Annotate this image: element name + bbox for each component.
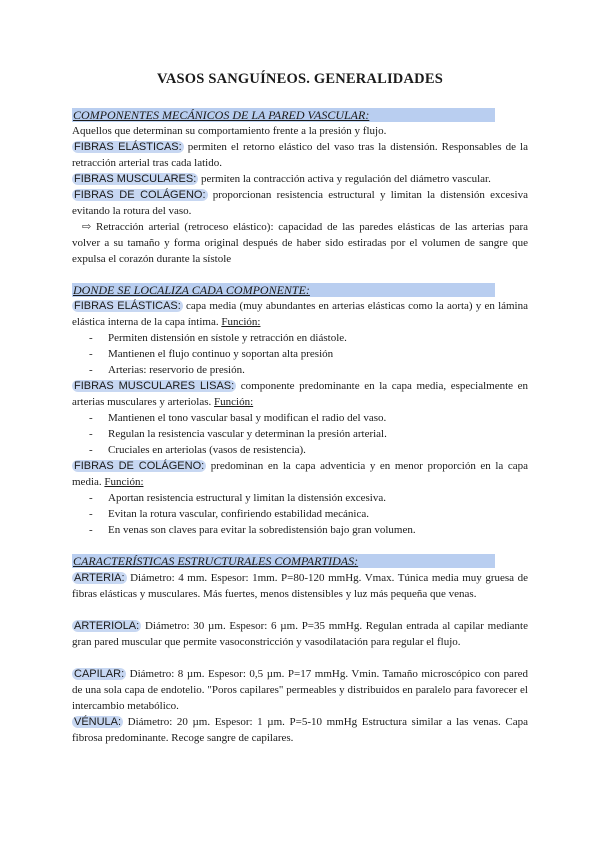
section-heading-localizacion: DONDE SE LOCALIZA CADA COMPONENTE: [72, 283, 495, 297]
vessel-arteriola [72, 618, 528, 650]
list-item: - Aportan resistencia estructural y limitan la distensión excesiva. [72, 490, 528, 506]
term-text: permiten el retorno elástico del vaso tras la distensión. Responsables de la retracción arterial tras cada latido. [72, 141, 528, 169]
term-fibras-colageno: FIBRAS DE COLÁGENO: [74, 189, 206, 201]
term-text: componente predominante en la capa media, especialmente en arterias musculares y arteriolas. [72, 380, 528, 408]
function-label: Función: [221, 316, 261, 328]
vessel-capilar [72, 666, 528, 714]
term-text: Diámetro: 30 µm. Espesor: 6 µm. P=35 mmHg. Regulan entrada al capilar mediante gran pared muscular que permite vasoconstricción y vasodilatación para regular el flujo. [72, 620, 528, 648]
term-text: permiten la contracción activa y regulación del diámetro vascular. [198, 173, 491, 185]
section2-elasticas [72, 298, 528, 330]
vessel-arteria [72, 570, 528, 602]
list-item: - Cruciales en arteriolas (vasos de resistencia). [72, 442, 528, 458]
list-item: - Permiten distensión en sístole y retracción en diástole. [72, 330, 528, 346]
term-arteria: ARTERIA: [74, 572, 125, 584]
section-heading-caracteristicas: CARACTERÍSTICAS ESTRUCTURALES COMPARTIDAS: [72, 554, 495, 568]
term-capilar: CAPILAR: [74, 668, 125, 680]
section2-colageno [72, 458, 528, 490]
section1-musculares [72, 171, 528, 187]
section2-musculares [72, 378, 528, 410]
elasticas-function-list [72, 330, 528, 378]
term-fibras-musculares: FIBRAS MUSCULARES: [74, 173, 197, 185]
term-text: proporcionan resistencia estructural y limitan la distensión excesiva evitando la rotura del vaso. [72, 189, 528, 217]
list-item: - Arterias: reservorio de presión. [72, 362, 528, 378]
term-text: Diámetro: 8 µm. Espesor: 0,5 µm. P=17 mmHg. Vmin. Tamaño microscópico con pared de una sola capa de endotelio. "Poros capilares" permeables y distribuidos en paralelo para favorecer el intercambio metabólico. [72, 668, 528, 712]
term-fibras-elasticas: FIBRAS ELÁSTICAS: [74, 141, 182, 153]
section1-arrow-note [72, 219, 528, 267]
term-fibras-musculares-lisas: FIBRAS MUSCULARES LISAS: [74, 380, 235, 392]
term-text: Diámetro: 4 mm. Espesor: 1mm. P=80-120 mmHg. Vmax. Túnica media muy gruesa de fibras elásticas y musculares. Más fuertes, menos distensibles y luz más pequeña que venas. [72, 572, 528, 600]
list-item: - Mantienen el flujo continuo y soportan alta presión [72, 346, 528, 362]
arrow-note-text: Retracción arterial (retroceso elástico): capacidad de las paredes elásticas de las arterias para volver a su tamaño y forma original después de haber sido estiradas por el volumen de sangre que expulsa el corazón durante la sístole [72, 221, 529, 265]
term-text: Diámetro: 20 µm. Espesor: 1 µm. P=5-10 mmHg Estructura similar a las venas. Capa fibrosa predominante. Recoge sangre de capilares. [72, 716, 528, 744]
function-label: Función: [214, 396, 254, 408]
vessel-venula [72, 714, 528, 746]
term-arteriola: ARTERIOLA: [74, 620, 140, 632]
term-venula: VÉNULA: [74, 716, 122, 728]
section1-elasticas [72, 139, 528, 171]
section1-colageno [72, 187, 528, 219]
term-text: predominan en la capa adventicia y en menor proporción en la capa media. [72, 460, 529, 488]
term-text: capa media (muy abundantes en arterias elásticas como la aorta) y en lámina elástica interna de la capa íntima. [72, 300, 528, 328]
section1-intro: Aquellos que determinan su comportamiento frente a la presión y flujo. [72, 125, 387, 137]
musculares-function-list [72, 410, 528, 458]
section-heading-componentes: COMPONENTES MECÁNICOS DE LA PARED VASCULAR: [72, 108, 495, 122]
function-label: Función: [104, 476, 144, 488]
list-item: - Regulan la resistencia vascular y determinan la presión arterial. [72, 426, 528, 442]
list-item: - En venas son claves para evitar la sobredistensión bajo gran volumen. [72, 522, 528, 538]
term-fibras-elasticas: FIBRAS ELÁSTICAS: [74, 300, 181, 312]
document-title: VASOS SANGUÍNEOS. GENERALIDADES [157, 71, 443, 87]
arrow-right-icon: ⇨ [82, 221, 92, 233]
list-item: - Mantienen el tono vascular basal y modifican el radio del vaso. [72, 410, 528, 426]
term-fibras-colageno: FIBRAS DE COLÁGENO: [74, 460, 205, 472]
colageno-function-list [72, 490, 528, 538]
list-item: - Evitan la rotura vascular, confiriendo estabilidad mecánica. [72, 506, 528, 522]
